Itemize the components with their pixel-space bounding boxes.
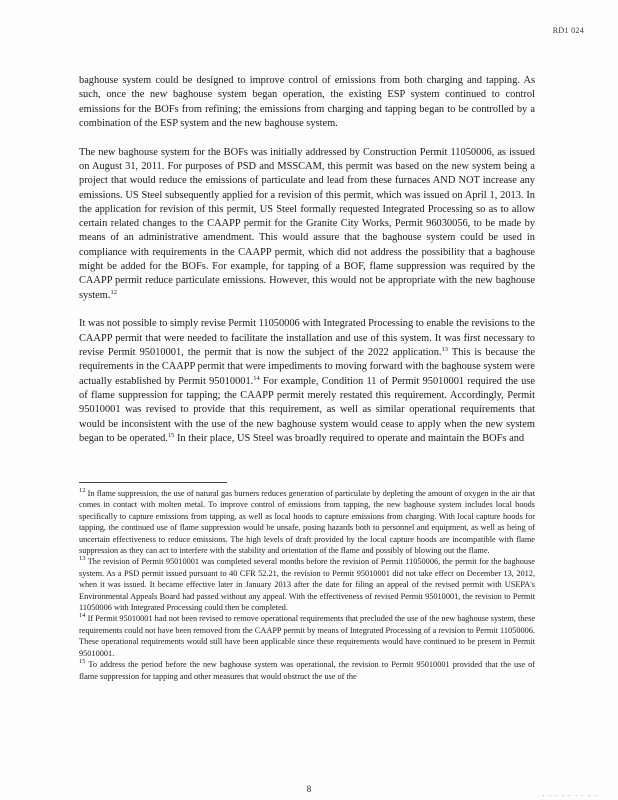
footnote-15: $^{15}$ To address the period before the new baghouse system was operational, the revision to Permit 95010001 provided that the use of flame suppression for tapping and other measures that would obstruct the use of the — [79, 658, 535, 681]
footnote-12: $^{12}$ In flame suppression, the use of natural gas burners reduces generation of particulate by depleting the amount of oxygen in the air that comes in contact with molten metal. To improve control of emissions from tapping, the new baghouse system includes local hoods specifically to capture emissions from tapping, as well as local hoods to capture emissions from charging. With local capture hoods for tapping, the continued use of flame suppression would be unsafe, posing hazards both to personnel and equipment, as well as being of uncertain effectiveness to reduce emissions. The high levels of draft provided by the local capture hoods are incompatible with flame suppression as they can act to interfere with the stability and orientation of the flame and possibly of blowing out the flame. — [79, 487, 535, 556]
footnote-14: $^{14}$ If Permit 95010001 had not been revised to remove operational requirements that precluded the use of the new baghouse system, these requirements could not have been removed from the CAAPP permit by means of Integrated Processing of a revision to Permit 11050006. These operational requirements would still have been applicable since these requirements would have continued to be present in Permit 95010001. — [79, 612, 535, 658]
page-number: 8 — [306, 784, 312, 794]
footnotes — [79, 488, 535, 682]
document-id-header: RD1 024 — [552, 26, 584, 35]
body-paragraph-1: baghouse system could be designed to improve control of emissions from both charging and tapping. As such, once the new baghouse system began operation, the existing ESP system continued to control emissions for the BOFs from refining; the emissions from charging and tapping began to be controlled by a combination of the ESP system and the new baghouse system. — [79, 75, 535, 129]
footnote-separator — [79, 482, 227, 483]
body-paragraph-2: The new baghouse system for the BOFs was initially addressed by Construction Permit 11050006, as issued on August 31, 2011. For purposes of PSD and MSSCAM, this permit was based on the new system being a project that would reduce the emissions of particulate and lead from these furnaces AND NOT increase any emissions. US Steel subsequently applied for a revision of this permit, which was issued on April 1, 2013. In the application for revision of this permit, US Steel formally requested Integrated Processing so as to allow certain related changes to the CAAPP permit for the Granite City Works, Permit 96030056, to be made by means of an administrative amendment. This would assure that the baghouse system could be used in compliance with requirements in the CAAPP permit, which did not address the possibility that a baghouse might be added for the BOFs. For example, for tapping of a BOF, flame suppression was required by the CAAPP permit reduce particulate emissions. However, this would not be appropriate with the new baghouse system.$^{12}$ — [79, 146, 535, 301]
footnote-ref-12: 12 — [110, 288, 117, 296]
footnote-ref-13: 13 — [441, 346, 449, 354]
scan-artifact-marks: . . . . . . . . . — [542, 790, 598, 798]
footnote-13: $^{13}$ The revision of Permit 95010001 was completed several months before the revision of Permit 11050006, the permit for the baghouse system. As a PSD permit issued pursuant to 40 CFR 52.21, the revision to Permit 95010001 did not take effect on December 13, 2012, when it was issued. It became effective later in January 2013 after the date for filing an appeal of the revised permit with USEPA's Environmental Appeals Board had passed without any appeal. With the effectiveness of revised Permit 95010001, the revision to Permit 11050006 with Integrated Processing could then be completed. — [79, 555, 535, 613]
body-paragraph-3: It was not possible to simply revise Permit 11050006 with Integrated Processing to enable the revisions to the CAAPP permit that were needed to facilitate the installation and use of this system. It was first necessary to revise Permit 95010001, the permit that is now the subject of the 2022 application.$^{13}$ This is because the requirements in the CAAPP permit that were impediments to moving forward with the baghouse system were actually established by Permit 95010001.14 For example, Condition 11 of Permit 95010001 required the use of flame suppression for tapping; the CAAPP permit merely restated this requirement. Accordingly, Permit 95010001 was revised to provide that this requirement, as well as similar operational requirements that would be inconsistent with the use of the new baghouse system would cease to apply when the new system began to be operated.$^{15}$ In their place, US Steel was broadly required to operate and maintain the BOFs and — [79, 318, 536, 444]
footnote-ref-15: 15 — [167, 431, 175, 439]
footnote-ref-14: 14 — [253, 374, 260, 382]
body-text — [79, 74, 535, 446]
